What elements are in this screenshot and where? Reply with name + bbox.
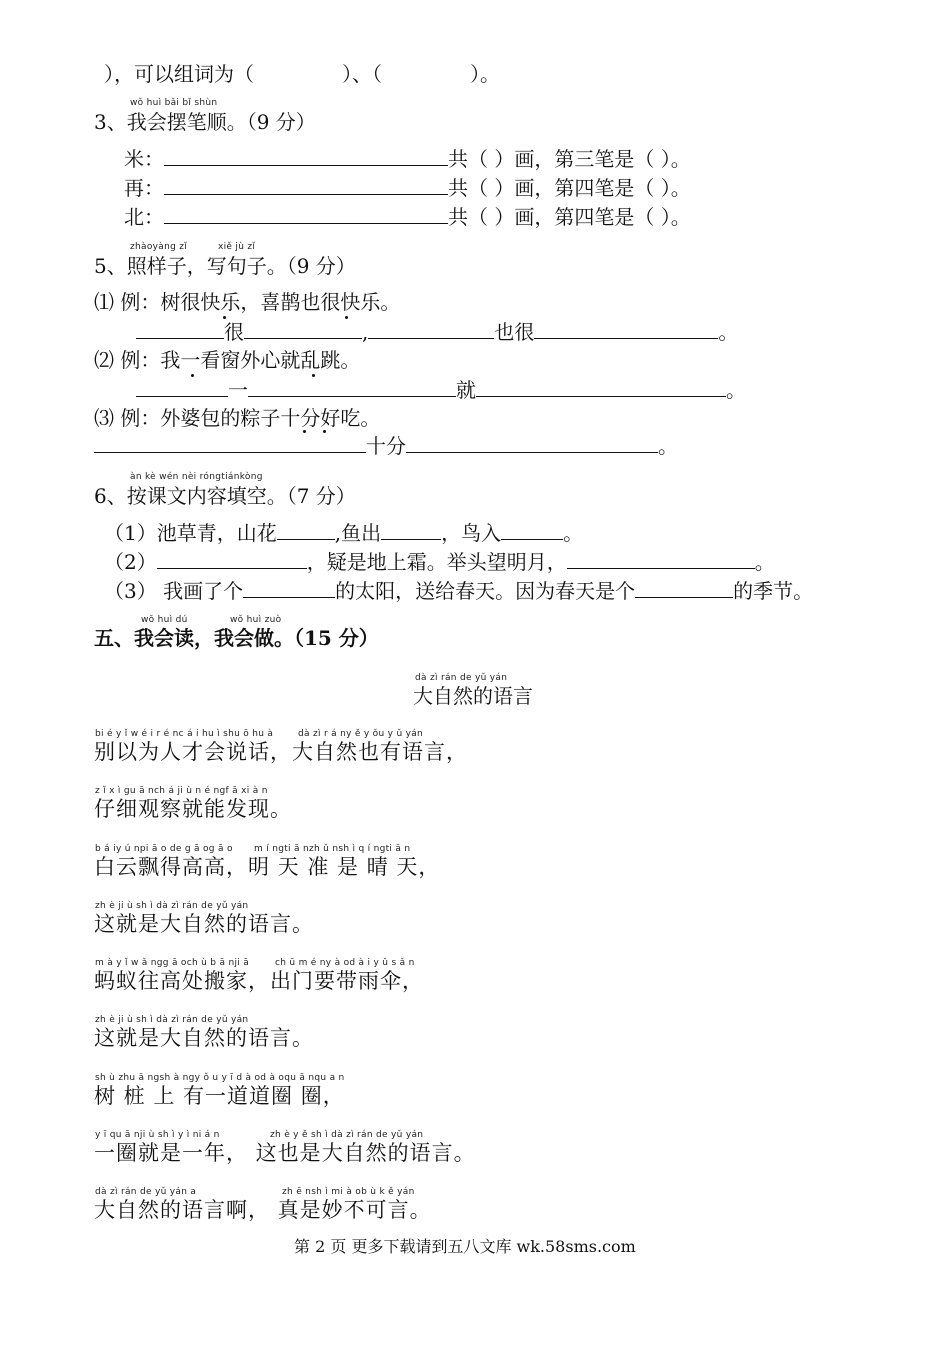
q3-row-tail: 共（ ）画，第四笔是（ ）。 [448, 205, 691, 229]
answer-blank[interactable] [635, 579, 733, 598]
answer-blank[interactable] [243, 579, 335, 598]
answer-blank[interactable] [248, 378, 456, 397]
q6-pinyin: àn kè wén nèi róngtiánkòng [130, 472, 263, 482]
q3-row-bei [124, 205, 691, 229]
emphasis-dot [345, 316, 348, 319]
answer-blank[interactable] [136, 320, 224, 339]
top-line-part-1: ），可以组词为（ [104, 62, 254, 86]
answer-blank[interactable] [534, 320, 718, 339]
top-line-part-2: ）、（ [342, 62, 382, 86]
q5-ans2-word-2: 就 [456, 378, 476, 402]
q5-ans1-end: 。 [718, 320, 739, 344]
poem-line-pinyin: zh è y ě sh ì dà zì rán de yǔ yán [270, 1130, 424, 1140]
answer-blank[interactable] [157, 550, 307, 569]
answer-blank[interactable] [277, 521, 335, 540]
answer-blank[interactable] [567, 550, 755, 569]
answer-blank[interactable] [164, 147, 448, 166]
q3-row-tail: 共（ ）画，第三笔是（ ）。 [448, 147, 691, 171]
poem-line-pinyin: z ǐ x ì gu ā nch á ji ù n é ngf ā xi à n [95, 786, 268, 796]
section5-title: 五、我会读，我会做。（15 分） [94, 626, 379, 650]
emphasis-dot [312, 374, 315, 377]
q5-ans1-word-2: , [362, 320, 369, 344]
q6-line-2 [104, 550, 775, 574]
poem-line: 一圈就是一年， 这也是大自然的语言。 [94, 1141, 476, 1165]
q5-title: 5、照样子，写句子。（9 分） [94, 254, 356, 278]
poem-line-pinyin: zh ē nsh ì mi à ob ù k ě yán [282, 1187, 415, 1197]
poem-line-pinyin: ch ū m é ny à od à i y ǔ s ǎ n [275, 958, 415, 968]
q5-pinyin-2: xiě jù zǐ [218, 242, 256, 252]
answer-blank[interactable] [476, 378, 726, 397]
q3-title: 3、我会摆笔顺。（9 分） [94, 110, 316, 134]
q3-row-mi [124, 147, 691, 171]
q6-title: 6、按课文内容填空。（7 分） [94, 484, 356, 508]
q5-answer-3 [94, 434, 678, 458]
poem-line-pinyin: bi é y ǐ w é i r é nc á i hu ì shu ō hu à [95, 729, 274, 739]
q6-l1-text-b: ,鱼出 [334, 521, 382, 545]
q6-l3-text-b: 的太阳，送给春天。因为春天是个 [335, 579, 636, 603]
poem-line: 蚂蚁往高处搬家，出门要带雨伞， [94, 969, 424, 993]
poem-line: 白云飘得高高，明 天 准 是 晴 天， [94, 855, 441, 879]
q5-ans2-word-1: 一 [228, 378, 248, 402]
q3-row-char: 再： [124, 176, 164, 200]
emphasis-dot [191, 374, 194, 377]
poem-line: 这就是大自然的语言。 [94, 1026, 314, 1050]
emphasis-dot [223, 316, 226, 319]
q3-row-zai [124, 176, 691, 200]
q5-ans2-end: 。 [726, 378, 746, 402]
q6-line-3 [104, 579, 813, 603]
q6-l1-text-c: ，鸟入 [441, 521, 502, 545]
q5-answer-1 [136, 320, 738, 344]
answer-blank[interactable] [136, 378, 228, 397]
poem-line-pinyin: zh è ji ù sh ì dà zì rán de yǔ yán [95, 901, 249, 911]
q6-l2-text-b: ，疑是地上霜。举头望明月， [306, 550, 567, 574]
section5-pinyin-1: wǒ huì dú [141, 615, 188, 625]
emphasis-dot [303, 430, 306, 433]
q5-ans1-word-1: 很 [224, 320, 244, 344]
section5-pinyin-2: wǒ huì zuò [230, 615, 282, 625]
poem-line-pinyin: zh è ji ù sh ì dà zì rán de yǔ yán [95, 1015, 249, 1025]
top-line [104, 62, 500, 86]
emphasis-dot [323, 430, 326, 433]
q5-ans1-word-3: 也很 [494, 320, 535, 344]
poem-line-pinyin: y ī qu ā nji ù sh ì y ì ni á n [95, 1130, 220, 1140]
q6-line-1 [104, 521, 583, 545]
poem-title: 大自然的语言 [413, 684, 533, 708]
q6-l2-text-c: 。 [754, 550, 775, 574]
poem-line: 仔细观察就能发现。 [94, 797, 292, 821]
poem-line: 这就是大自然的语言。 [94, 912, 314, 936]
q3-row-char: 米： [124, 147, 164, 171]
poem-title-pinyin: dà zì rán de yǔ yán [415, 673, 508, 683]
answer-blank[interactable] [244, 320, 362, 339]
q5-example-1: ⑴ 例：树很快乐，喜鹊也很快乐。 [94, 290, 401, 314]
answer-blank[interactable] [501, 521, 563, 540]
poem-line-pinyin: m à y ǐ w ǎ ngg ā och ù b ā nji ā [95, 958, 250, 968]
answer-blank[interactable] [94, 434, 366, 453]
q3-row-char: 北： [124, 205, 164, 229]
q6-l3-text-a: （3） 我画了个 [104, 579, 244, 603]
page-footer: 第 2 页 更多下载请到五八文库 wk.58sms.com [294, 1237, 636, 1256]
poem-line: 树 桩 上 有一道道圈 圈， [94, 1084, 345, 1108]
q5-ans3-word-1: 十分 [366, 434, 406, 458]
q3-row-tail: 共（ ）画，第四笔是（ ）。 [448, 176, 691, 200]
q6-l2-text-a: （2） [104, 550, 157, 574]
q3-pinyin: wǒ huì bǎi bǐ shùn [130, 98, 218, 108]
q5-pinyin-1: zhàoyàng zǐ [130, 242, 188, 252]
q5-example-2: ⑵ 例：我一看窗外心就乱跳。 [94, 348, 361, 372]
poem-line-pinyin: dà zì rán de yǔ yán a [95, 1187, 197, 1197]
answer-blank[interactable] [381, 521, 441, 540]
poem-line: 大自然的语言啊， 真是妙不可言。 [94, 1198, 432, 1222]
answer-blank[interactable] [164, 176, 448, 195]
answer-blank[interactable] [164, 205, 448, 224]
poem-line-pinyin: b á iy ú npi ā o de g ā og ā o [95, 844, 233, 854]
q6-l1-text-d: 。 [563, 521, 584, 545]
poem-line-pinyin: dà zì r á ny ě y ǒu y ǔ yán [298, 729, 424, 739]
q5-ans3-end: 。 [658, 434, 678, 458]
poem-line-pinyin: m í ngti ā nzh ǔ nsh ì q í ngti ā n [254, 844, 411, 854]
q5-example-3: ⑶ 例：外婆包的粽子十分好吃。 [94, 406, 381, 430]
q5-answer-2 [136, 378, 746, 402]
poem-line-pinyin: sh ù zhu ā ngsh à ngy ǒ u y ī d à od à oqu ā nqu a n [95, 1073, 345, 1083]
poem-line: 别以为人才会说话，大自然也有语言， [94, 740, 468, 764]
top-line-part-3: ）。 [470, 62, 500, 86]
answer-blank[interactable] [368, 320, 494, 339]
q6-l3-text-c: 的季节。 [733, 579, 814, 603]
answer-blank[interactable] [406, 434, 658, 453]
q6-l1-text-a: （1）池草青，山花 [104, 521, 277, 545]
